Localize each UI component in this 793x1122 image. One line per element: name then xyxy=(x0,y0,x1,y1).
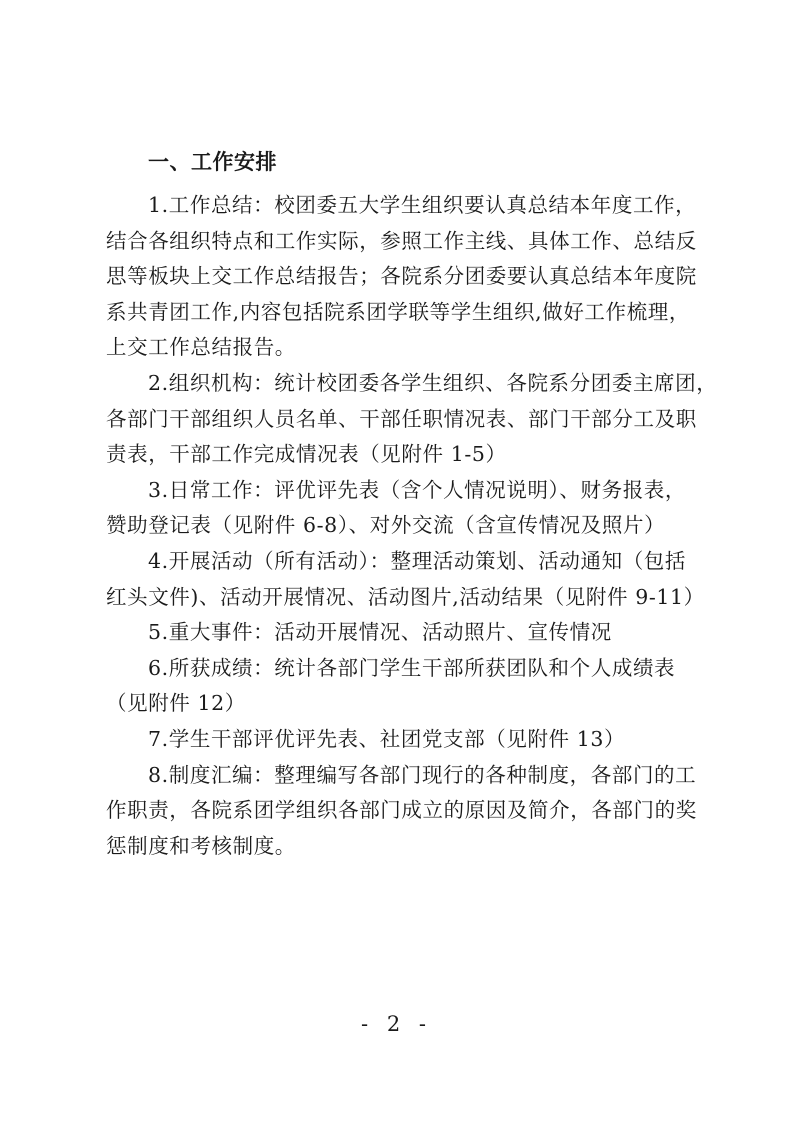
paragraph-item-5 xyxy=(106,615,698,651)
paragraph-line: 作职责，各院系团学组织各部门成立的原因及简介，各部门的奖 xyxy=(106,798,697,823)
paragraph-line: 7.学生干部评优评先表、社团党支部（见附件 13） xyxy=(148,726,626,751)
paragraph-item-2 xyxy=(106,366,718,473)
paragraph-item-8 xyxy=(106,758,698,865)
paragraph-item-3 xyxy=(106,473,698,544)
paragraph-line: 各部门干部组织人员名单、干部任职情况表、部门干部分工及职 xyxy=(106,406,697,431)
paragraph-line: 赞助登记表（见附件 6-8）、对外交流（含宣传情况及照片） xyxy=(106,513,666,538)
paragraph-line: 3.日常工作：评优评先表（含个人情况说明）、财务报表， xyxy=(148,477,687,502)
paragraph-line: （见附件 12） xyxy=(106,691,246,716)
paragraph-line: 思等板块上交工作总结报告；各院系分团委要认真总结本年度院 xyxy=(106,264,697,289)
paragraph-line: 6.所获成绩：统计各部门学生干部所获团队和个人成绩表 xyxy=(148,655,676,680)
paragraph-item-1 xyxy=(106,188,698,366)
paragraph-line: 系共青团工作,内容包括院系团学联等学生组织,做好工作梳理， xyxy=(106,299,690,324)
paragraph-line: 2.组织机构：统计校团委各学生组织、各院系分团委主席团， xyxy=(148,370,718,395)
paragraph-line: 惩制度和考核制度。 xyxy=(106,833,296,858)
work-arrangement-list xyxy=(106,188,718,864)
paragraph-line: 结合各组织特点和工作实际，参照工作主线、具体工作、总结反 xyxy=(106,228,697,253)
paragraph-line: 5.重大事件：活动开展情况、活动照片、宣传情况 xyxy=(148,620,612,645)
paragraph-line: 4.开展活动（所有活动）：整理活动策划、活动通知（包括 xyxy=(148,548,687,573)
section-title: 一、工作安排 xyxy=(148,150,277,174)
page-number: - 2 - xyxy=(361,1012,432,1036)
paragraph-item-7 xyxy=(106,722,698,758)
paragraph-line: 红头文件)、活动开展情况、活动图片,活动结果（见附件 9-11） xyxy=(106,584,705,609)
paragraph-line: 上交工作总结报告。 xyxy=(106,335,296,360)
paragraph-line: 8.制度汇编：整理编写各部门现行的各种制度，各部门的工 xyxy=(148,762,697,787)
paragraph-line: 1.工作总结：校团委五大学生组织要认真总结本年度工作， xyxy=(148,193,697,217)
paragraph-item-4 xyxy=(106,544,705,615)
paragraph-item-6 xyxy=(106,651,698,722)
paragraph-line: 责表，干部工作完成情况表（见附件 1-5） xyxy=(106,442,507,467)
